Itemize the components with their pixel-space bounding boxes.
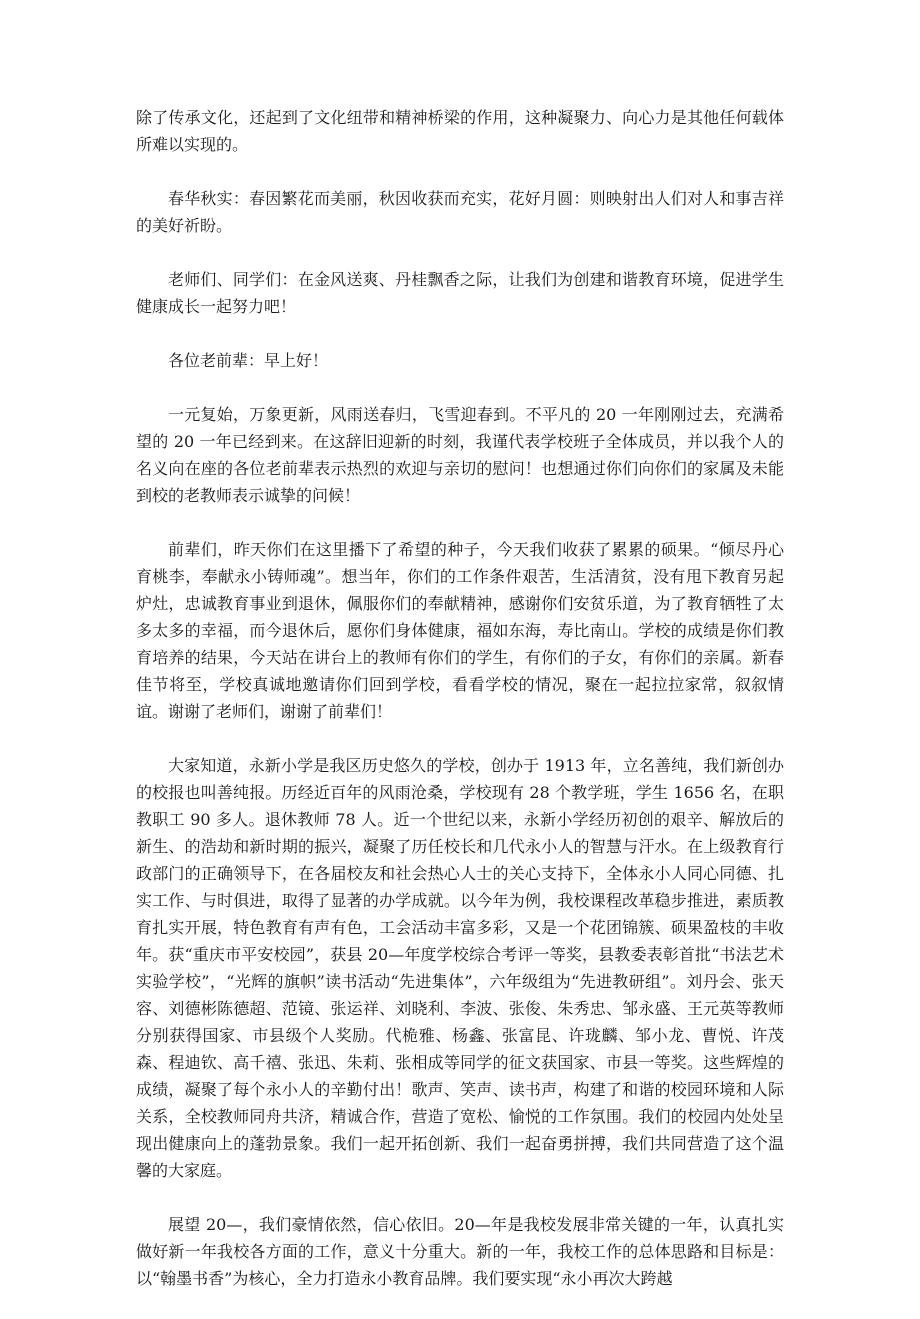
paragraph-3: 老师们、同学们：在金风送爽、丹桂飘香之际，让我们为创建和谐教育环境，促进学生健康成长一起努力吧！: [136, 270, 784, 316]
paragraph-7: 大家知道，永新小学是我区历史悠久的学校，创办于 1913 年，立名善纯，我们新创办的校报也叫善纯报。历经近百年的风雨沧桑，学校现有 28 个教学班，学生 1656 名，在职教职工 90 多人。退休教师 78 人。近一个世纪以来，永新小学经历初创的艰辛、解放后的新生、的浩劫和新时期的振兴，凝聚了历任校长和几代永小人的智慧与汗水。在上级教育行政部门的正确领导下，在各届校友和社会热心人士的关心支持下，全体永小人同心同德、扎实工作、与时俱进，取得了显著的办学成就。以今年为例，我校课程改革稳步推进，素质教育扎实开展，特色教育有声有色，工会活动丰富多彩，又是一个花团锦簇、硕果盈枝的丰收年。获“重庆市平安校园”，获县 20—年度学校综合考评一等奖，县教委表彰首批“书法艺术实验学校”，“光辉的旗帜”读书活动“先进集体”，六年级组为“先进教研组”。刘丹会、张天容、刘德彬陈德超、范镜、张运祥、刘晓利、李波、张俊、朱秀忠、邹永盛、王元英等教师分别获得国家、市县级个人奖励。代桅雅、杨鑫、张富昆、许珑麟、邹小龙、曹悦、许茂森、程迪钦、高千禧、张迅、朱莉、张相成等同学的征文获国家、市县一等奖。这些辉煌的成绩，凝聚了每个永小人的辛勤付出！歌声、笑声、读书声，构建了和谐的校园环境和人际关系，全校教师同舟共济，精诚合作，营造了宽松、愉悦的工作氛围。我们的校园内处处呈现出健康向上的蓬勃景象。我们一起开拓创新、我们一起奋勇拼搏，我们共同营造了这个温馨的大家庭。: [136, 756, 784, 1180]
paragraph-2: 春华秋实：春因繁花而美丽，秋因收获而充实，花好月圆：则映射出人们对人和事吉祥的美好祈盼。: [136, 189, 784, 235]
document-body: [136, 104, 784, 1319]
paragraph-8: 展望 20—，我们豪情依然，信心依旧。20—年是我校发展非常关键的一年，认真扎实做好新一年我校各方面的工作，意义十分重大。新的一年，我校工作的总体思路和目标是：以“翰墨书香”为核心，全力打造永小教育品牌。我们要实现“永小再次大跨越: [136, 1215, 784, 1288]
paragraph-greeting: 各位老前辈：早上好！: [168, 351, 329, 370]
paragraph-1: 除了传承文化，还起到了文化纽带和精神桥梁的作用，这种凝聚力、向心力是其他任何载体所难以实现的。: [136, 108, 784, 154]
paragraph-6: 前辈们，昨天你们在这里播下了希望的种子，今天我们收获了累累的硕果。“倾尽丹心育桃李，奉献永小铸师魂”。想当年，你们的工作条件艰苦，生活清贫，没有甩下教育另起炉灶，忠诚教育事业到退休，佩服你们的奉献精神，感谢你们安贫乐道，为了教育牺牲了太多太多的幸福，而今退休后，愿你们身体健康，福如东海，寿比南山。学校的成绩是你们教育培养的结果，今天站在讲台上的教师有你们的学生，有你们的子女，有你们的亲属。新春佳节将至，学校真诚地邀请你们回到学校，看看学校的情况，聚在一起拉拉家常，叙叙情谊。谢谢了老师们，谢谢了前辈们！: [136, 540, 784, 721]
paragraph-5: 一元复始，万象更新，风雨送春归，飞雪迎春到。不平凡的 20 一年刚刚过去，充满希望的 20 一年已经到来。在这辞旧迎新的时刻，我谨代表学校班子全体成员，并以我个人的名义向在座的各位老前辈表示热烈的欢迎与亲切的慰问！也想通过你们向你们的家属及未能到校的老教师表示诚挚的问候！: [136, 405, 784, 505]
